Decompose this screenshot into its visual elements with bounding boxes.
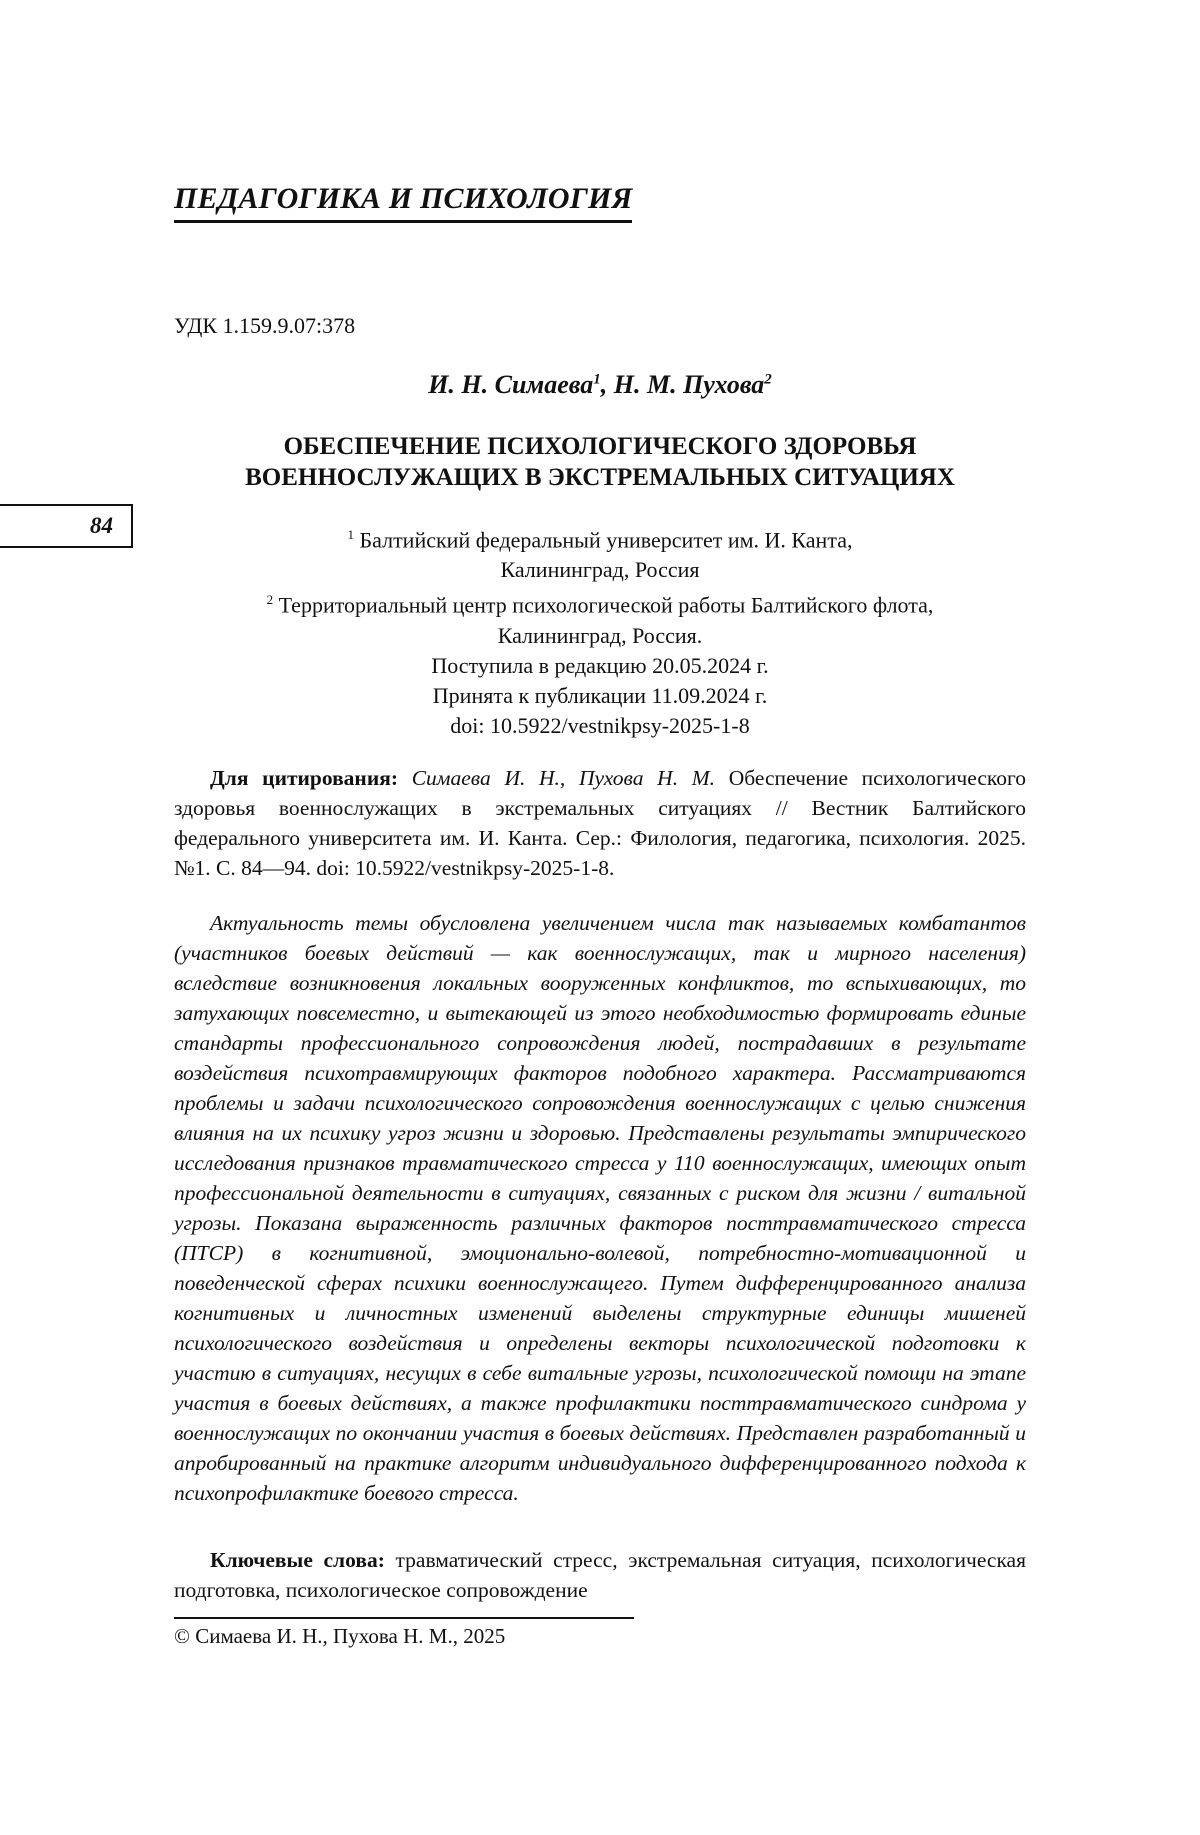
article-title — [180, 431, 1020, 493]
page-number-box — [0, 504, 133, 548]
citation-authors: Симаева И. Н., Пухова Н. М. — [398, 766, 716, 790]
page-number: 84 — [90, 513, 113, 538]
udk-code: УДК 1.159.9.07:378 — [174, 313, 356, 338]
citation-text: Обеспечение психологического здоровья военнослужащих в экстремальных ситуациях // Вестник Балтийского федерального университета им. И. Канта. Сер.: Филология, педагогика, психология. 2025. №1. С. 84—94. doi: 10.5922/vestnikpsy-2025-1-8. — [174, 766, 1027, 880]
doi: doi: 10.5922/vestnikpsy-2025-1-8 — [450, 712, 750, 738]
author-2: Н. М. Пухова — [613, 370, 765, 399]
author-1-affil-marker: 1 — [593, 371, 601, 388]
affiliation-1-name: Балтийский федеральный университет им. И. Канта, — [354, 527, 853, 553]
affiliation-1 — [180, 520, 1020, 555]
author-separator: , — [600, 370, 614, 399]
citation-paragraph — [174, 763, 1026, 883]
abstract: Актуальность темы обусловлена увеличением числа так называемых комбатантов (участников боевых действий — как военнослужащих, так и мирного населения) вследствие возникновения локальных вооруженных конфликтов, то вспыхивающих, то затухающих повсеместно, и вытекающей из этого необходимостью формировать единые стандарты профессионального сопровождения людей, пострадавших в результате воздействия психотравмирующих факторов подобного характера. Рассматриваются проблемы и задачи психологического сопровождения военнослужащих с целью снижения влияния на их психику угроз жизни и здоровью. Представлены результаты эмпирического исследования признаков травматического стресса у 110 военнослужащих, имеющих опыт профессиональной деятельности в ситуациях, связанных с риском для жизни / витальной угрозы. Показана выраженность различных факторов посттравматического стресса (ПТСР) в когнитивной, эмоционально-волевой, потребностно-мотивационной и поведенческой сферах психики военнослужащего. Путем дифференцированного анализа когнитивных и личностных изменений выделены структурные единицы мишеней психологического воздействия и определены векторы психологической подготовки к участию в ситуациях, несущих в себе витальные угрозы, психологической помощи на этапе участия в боевых действиях, а также профилактики посттравматического синдрома у военнослужащих по окончании участия в боевых действиях. Представлен разработанный и апробированный на практике алгоритм индивидуального дифференцированного подхода к психопрофилактике боевого стресса. — [174, 911, 1026, 1505]
authors — [0, 370, 1200, 400]
citation-label: Для цитирования: — [210, 766, 399, 790]
affiliation-2-name: Территориальный центр психологической работы Балтийского флота, — [273, 592, 934, 618]
affiliation-2-marker: 2 — [266, 592, 274, 608]
section-title: ПЕДАГОГИКА И ПСИХОЛОГИЯ — [174, 180, 632, 223]
affiliation-1-marker: 1 — [347, 527, 354, 542]
copyright: © Симаева И. Н., Пухова Н. М., 2025 — [174, 1624, 506, 1648]
article-title-line: ОБЕСПЕЧЕНИЕ ПСИХОЛОГИЧЕСКОГО ЗДОРОВЬЯ — [283, 433, 917, 460]
footnote-divider — [174, 1617, 634, 1619]
affiliations — [180, 520, 1020, 741]
affiliation-2 — [180, 585, 1020, 620]
keywords-label: Ключевые слова: — [210, 1548, 385, 1572]
keywords-paragraph — [174, 1545, 1026, 1605]
author-2-affil-marker: 2 — [764, 371, 772, 388]
affiliation-2-city: Калининград, Россия. — [497, 622, 703, 648]
accepted-date: Принята к публикации 11.09.2024 г. — [432, 682, 768, 708]
received-date: Поступила в редакцию 20.05.2024 г. — [431, 652, 769, 678]
author-1: И. Н. Симаева — [428, 370, 594, 399]
article-title-line: ВОЕННОСЛУЖАЩИХ В ЭКСТРЕМАЛЬНЫХ СИТУАЦИЯХ — [245, 464, 955, 491]
keywords-text: травматический стресс, экстремальная ситуация, психологическая подготовка, психологическое сопровождение — [174, 1548, 1026, 1602]
affiliation-1-city: Калининград, Россия — [500, 557, 700, 583]
